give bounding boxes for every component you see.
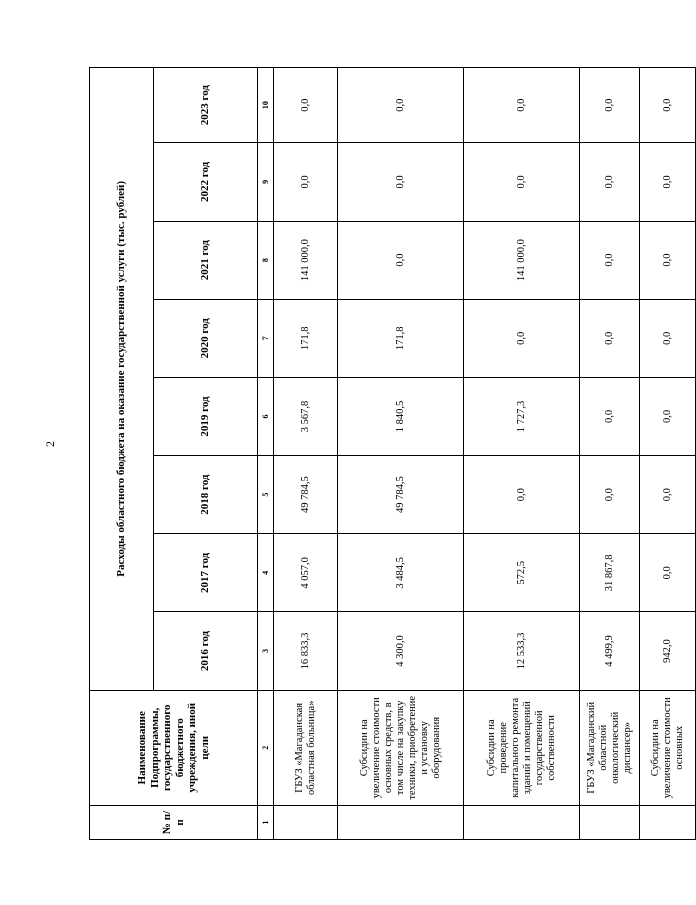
expenses-table: [89, 67, 696, 840]
value-cell: 0,0: [640, 299, 696, 377]
value-cell: 171,8: [338, 299, 464, 377]
row-name: Субсидии на увеличение стоимости основных: [640, 690, 696, 805]
table-row: [640, 68, 696, 840]
value-cell: 16 833,3: [274, 612, 338, 690]
value-cell: 0,0: [640, 143, 696, 221]
header-year: 2023 год: [154, 68, 258, 143]
value-cell: 3 567,8: [274, 377, 338, 455]
value-cell: 0,0: [640, 456, 696, 534]
value-cell: 0,0: [464, 143, 580, 221]
column-number: 10: [258, 68, 274, 143]
value-cell: 0,0: [580, 221, 640, 299]
header-year: 2020 год: [154, 299, 258, 377]
row-name: Субсидии на проведение капитального ремонта зданий и помещений государственной собственности: [464, 690, 580, 805]
row-name: ГБУЗ «Магаданский областной онкологический диспансер»: [580, 690, 640, 805]
value-cell: 49 784,5: [274, 456, 338, 534]
value-cell: 0,0: [640, 68, 696, 143]
value-cell: 49 784,5: [338, 456, 464, 534]
value-cell: 0,0: [338, 143, 464, 221]
rotated-table-wrapper: [89, 67, 685, 840]
header-year: 2017 год: [154, 534, 258, 612]
row-name: Субсидии на увеличение стоимости основных средств, в том числе на закупку техники, приобретение и установку оборудования: [338, 690, 464, 805]
table-row: [464, 68, 580, 840]
value-cell: 31 867,8: [580, 534, 640, 612]
value-cell: 572,5: [464, 534, 580, 612]
page-number: 2: [43, 441, 57, 447]
value-cell: 1 727,3: [464, 377, 580, 455]
value-cell: 0,0: [580, 68, 640, 143]
table-stage: [89, 67, 685, 840]
header-year: 2018 год: [154, 456, 258, 534]
row-name: ГБУЗ «Магаданская областная больница»: [274, 690, 338, 805]
value-cell: 171,8: [274, 299, 338, 377]
row-no: [580, 805, 640, 839]
value-cell: 0,0: [640, 221, 696, 299]
header-year: 2016 год: [154, 612, 258, 690]
row-no: [640, 805, 696, 839]
value-cell: 0,0: [274, 68, 338, 143]
column-number: 3: [258, 612, 274, 690]
value-cell: 0,0: [640, 377, 696, 455]
value-cell: 0,0: [464, 456, 580, 534]
value-cell: 0,0: [464, 68, 580, 143]
column-number: 6: [258, 377, 274, 455]
row-no: [274, 805, 338, 839]
value-cell: 942,0: [640, 612, 696, 690]
value-cell: 0,0: [580, 143, 640, 221]
value-cell: 4 300,0: [338, 612, 464, 690]
header-year: 2022 год: [154, 143, 258, 221]
value-cell: 0,0: [464, 299, 580, 377]
header-expenses-group: Расходы областного бюджета на оказание государственной услуги (тыс. рублей): [90, 68, 154, 691]
value-cell: 0,0: [580, 377, 640, 455]
column-number: 5: [258, 456, 274, 534]
table-row: [274, 68, 338, 840]
value-cell: 0,0: [338, 221, 464, 299]
value-cell: 0,0: [580, 456, 640, 534]
column-number: 4: [258, 534, 274, 612]
value-cell: 0,0: [580, 299, 640, 377]
header-name: Наименование Подпрограммы, государственного бюджетного учреждения, иной цели: [90, 690, 258, 805]
column-number: 1: [258, 805, 274, 839]
header-year: 2019 год: [154, 377, 258, 455]
value-cell: 3 484,5: [338, 534, 464, 612]
value-cell: 4 499,9: [580, 612, 640, 690]
row-no: [464, 805, 580, 839]
value-cell: 4 057,0: [274, 534, 338, 612]
table-row: [338, 68, 464, 840]
value-cell: 0,0: [338, 68, 464, 143]
row-no: [338, 805, 464, 839]
header-no: № п/п: [90, 805, 258, 839]
column-number: 9: [258, 143, 274, 221]
column-number: 7: [258, 299, 274, 377]
table-row: [580, 68, 640, 840]
column-number: 2: [258, 690, 274, 805]
value-cell: 0,0: [640, 534, 696, 612]
value-cell: 12 533,3: [464, 612, 580, 690]
column-numbers-row: [258, 68, 274, 840]
value-cell: 0,0: [274, 143, 338, 221]
value-cell: 1 840,5: [338, 377, 464, 455]
value-cell: 141 000,0: [464, 221, 580, 299]
header-year: 2021 год: [154, 221, 258, 299]
column-number: 8: [258, 221, 274, 299]
value-cell: 141 000,0: [274, 221, 338, 299]
